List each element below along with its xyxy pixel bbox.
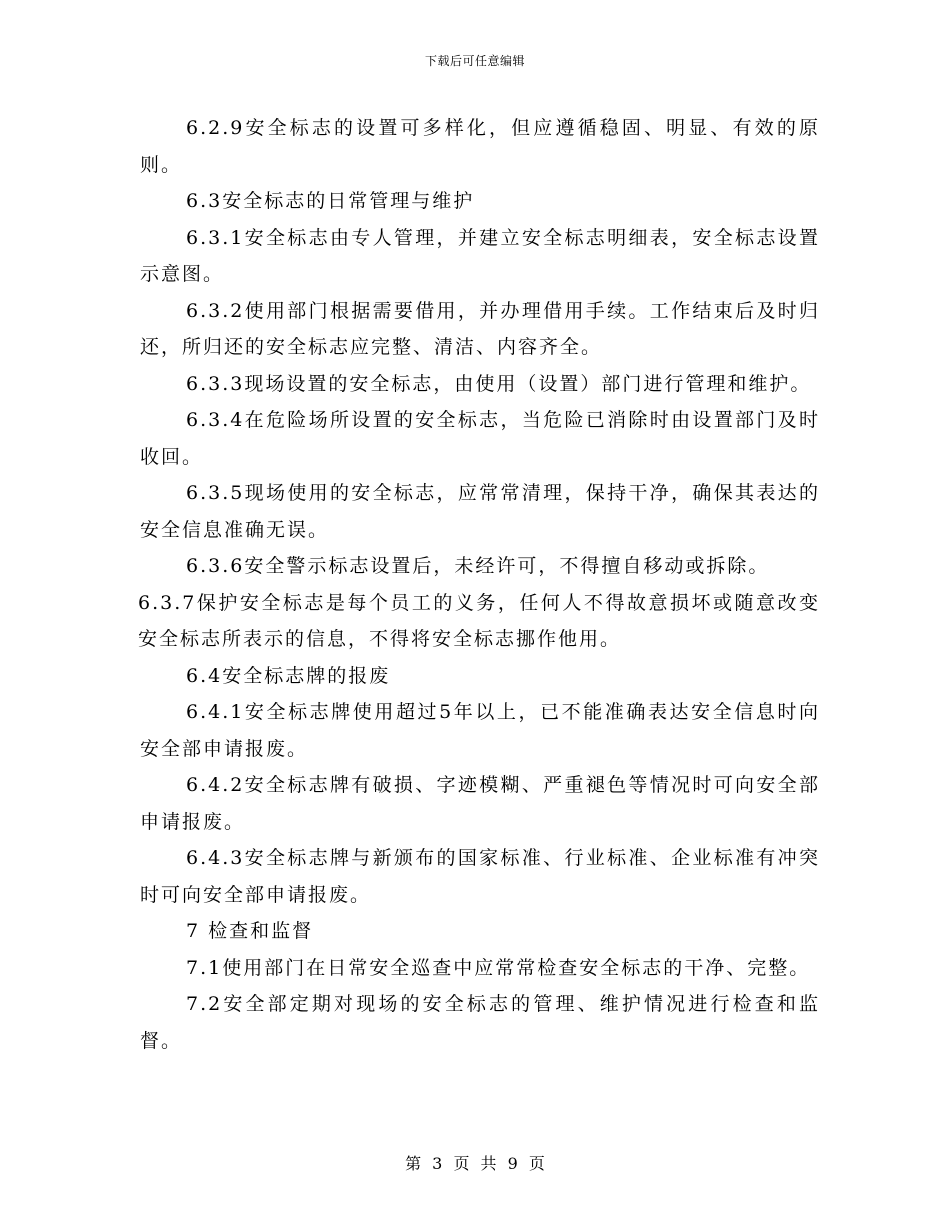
section-heading-6-4: 6.4安全标志牌的报废 xyxy=(186,664,391,687)
paragraph-6-3-7: 6.3.7保护安全标志是每个员工的义务，任何人不得故意损坏或随意改变安全标志所表示的信息，不得将安全标志挪作他用。 xyxy=(138,591,820,650)
paragraph-6-3-2: 6.3.2使用部门根据需要借用，并办理借用手续。工作结束后及时归还，所归还的安全标志应完整、清洁、内容齐全。 xyxy=(140,299,820,358)
paragraph-7-2: 7.2安全部定期对现场的安全标志的管理、维护情况进行检查和监督。 xyxy=(140,993,820,1052)
page-header-note: 下载后可任意编辑 xyxy=(424,54,525,68)
paragraph-6-4-1: 6.4.1安全标志牌使用超过5年以上，已不能准确表达安全信息时向安全部申请报废。 xyxy=(140,701,820,760)
paragraph-7-1: 7.1使用部门在日常安全巡查中应常常检查安全标志的干净、完整。 xyxy=(186,956,811,979)
section-heading-7: 7 检查和监督 xyxy=(186,920,314,942)
paragraph-6-3-6: 6.3.6安全警示标志设置后，未经许可，不得擅自移动或拆除。 xyxy=(186,555,770,577)
paragraph-6-3-5: 6.3.5现场使用的安全标志，应常常清理，保持干净，确保其表达的安全信息准确无误。 xyxy=(140,482,820,541)
document-body xyxy=(140,110,820,1059)
paragraph-6-4-3: 6.4.3安全标志牌与新颁布的国家标准、行业标准、企业标准有冲突时可向安全部申请报废。 xyxy=(140,847,820,906)
page-number-footer: 第 3 页 共 9 页 xyxy=(405,1154,545,1173)
paragraph-6-2-9: 6.2.9安全标志的设置可多样化，但应遵循稳固、明显、有效的原则。 xyxy=(140,117,820,176)
paragraph-6-3-4: 6.3.4在危险场所设置的安全标志，当危险已消除时由设置部门及时收回。 xyxy=(140,409,820,468)
section-heading-6-3: 6.3安全标志的日常管理与维护 xyxy=(186,190,475,212)
paragraph-6-3-3: 6.3.3现场设置的安全标志，由使用（设置）部门进行管理和维护。 xyxy=(186,372,812,395)
paragraph-6-4-2: 6.4.2安全标志牌有破损、字迹模糊、严重褪色等情况时可向安全部申请报废。 xyxy=(140,774,820,833)
paragraph-6-3-1: 6.3.1安全标志由专人管理，并建立安全标志明细表，安全标志设置示意图。 xyxy=(140,226,820,285)
